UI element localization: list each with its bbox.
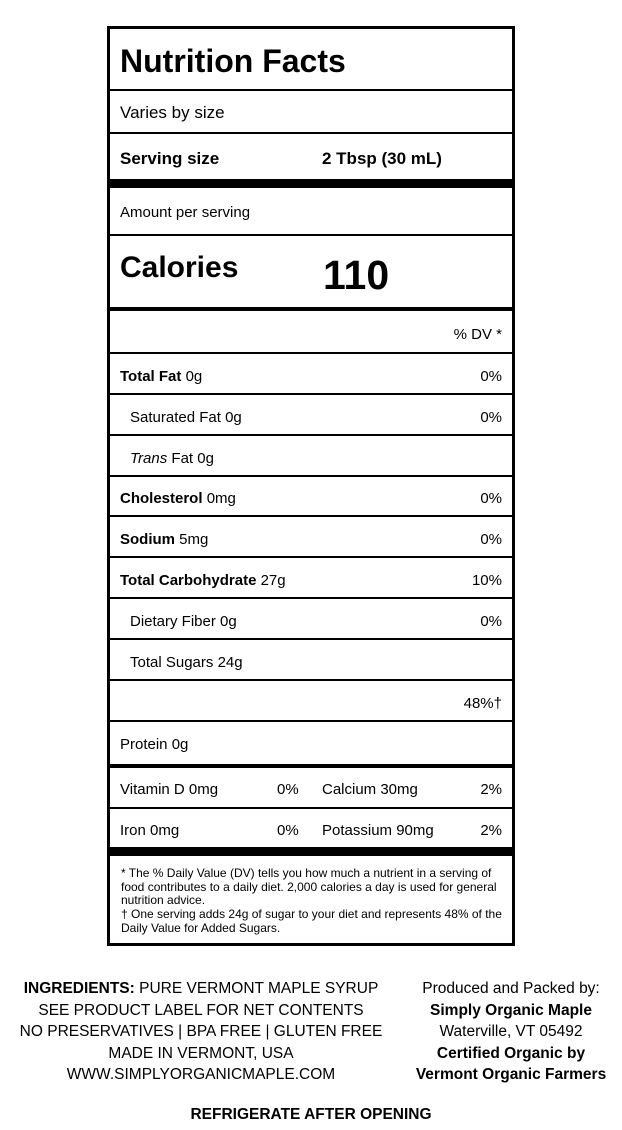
producer-block xyxy=(404,978,618,1086)
medium-divider xyxy=(110,764,512,768)
certification-line: Certified Organic by xyxy=(436,1044,586,1062)
calories-value: 110 xyxy=(323,252,390,298)
vitamin-left: Vitamin D 0mg xyxy=(120,781,219,798)
divider xyxy=(110,807,512,809)
website-line: WWW.SIMPLYORGANICMAPLE.COM xyxy=(66,1066,336,1083)
divider xyxy=(110,720,512,722)
certifier-name: Vermont Organic Farmers xyxy=(415,1066,607,1083)
footnote-sugar: † One serving adds 24g of sugar to your diet and represents 48% of the Daily Value for Added Sugars. xyxy=(121,907,502,935)
added-sugars-dv: 48%† xyxy=(463,695,502,712)
vitamin-right: Calcium 30mg xyxy=(322,781,418,798)
origin-line: MADE IN VERMONT, USA xyxy=(108,1044,294,1062)
nutrient-row: Total Fat 0g xyxy=(120,368,203,385)
footnote-dv: * The % Daily Value (DV) tells you how much a nutrient in a serving of food contributes to a daily diet. 2,000 calories a day is used for general nutrition advice. xyxy=(121,866,497,908)
vitamin-left: Iron 0mg xyxy=(120,822,180,839)
divider xyxy=(110,515,512,517)
producer-name: Simply Organic Maple xyxy=(430,1001,592,1019)
nutrient-dv: 10% xyxy=(471,572,502,589)
nutrient-row: Dietary Fiber 0g xyxy=(130,613,237,630)
divider xyxy=(110,679,512,681)
divider xyxy=(110,638,512,640)
vitamin-right-dv: 2% xyxy=(480,781,502,798)
ingredients-line: INGREDIENTS: PURE VERMONT MAPLE SYRUP xyxy=(23,980,379,997)
medium-divider xyxy=(110,307,512,311)
nutrition-title: Nutrition Facts xyxy=(120,43,346,79)
amount-per-serving: Amount per serving xyxy=(120,204,251,221)
nutrient-dv: 0% xyxy=(480,409,502,426)
divider xyxy=(110,597,512,599)
nutrient-dv: 0% xyxy=(480,490,502,507)
divider xyxy=(110,393,512,395)
vitamin-right: Potassium 90mg xyxy=(322,822,434,839)
divider xyxy=(110,89,512,91)
vitamin-left-dv: 0% xyxy=(277,781,299,798)
nutrient-dv: 0% xyxy=(480,613,502,630)
calories-label: Calories xyxy=(120,251,239,284)
divider xyxy=(110,434,512,436)
nutrient-row: Protein 0g xyxy=(120,736,189,753)
nutrient-dv: 0% xyxy=(480,368,502,385)
divider xyxy=(110,352,512,354)
serving-size-label: Serving size xyxy=(120,149,220,168)
producer-address: Waterville, VT 05492 xyxy=(439,1023,583,1040)
storage-instruction: REFRIGERATE AFTER OPENING xyxy=(190,1106,432,1123)
divider xyxy=(110,234,512,236)
vitamin-left-dv: 0% xyxy=(277,822,299,839)
dv-header: % DV * xyxy=(453,326,502,343)
divider xyxy=(110,556,512,558)
net-contents-line: SEE PRODUCT LABEL FOR NET CONTENTS xyxy=(38,1001,364,1019)
nutrient-row: Cholesterol 0mg xyxy=(120,490,236,507)
nutrient-row: Sodium 5mg xyxy=(120,531,209,548)
nutrient-row: Trans Fat 0g xyxy=(130,450,214,467)
nutrition-facts-panel xyxy=(107,26,515,946)
claims-line: NO PRESERVATIVES | BPA FREE | GLUTEN FREE xyxy=(19,1023,383,1040)
servings-text: Varies by size xyxy=(120,103,225,122)
vitamin-right-dv: 2% xyxy=(480,822,502,839)
nutrient-row: Saturated Fat 0g xyxy=(130,409,242,426)
divider xyxy=(110,475,512,477)
nutrient-row: Total Sugars 24g xyxy=(130,654,243,671)
serving-size-value: 2 Tbsp (30 mL) xyxy=(322,149,442,168)
thick-divider xyxy=(110,847,512,856)
producer-heading: Produced and Packed by: xyxy=(422,980,600,997)
nutrient-dv: 0% xyxy=(480,531,502,548)
nutrient-row: Total Carbohydrate 27g xyxy=(120,572,286,589)
thick-divider xyxy=(110,179,512,188)
ingredients-block xyxy=(0,978,402,1086)
divider xyxy=(110,132,512,134)
